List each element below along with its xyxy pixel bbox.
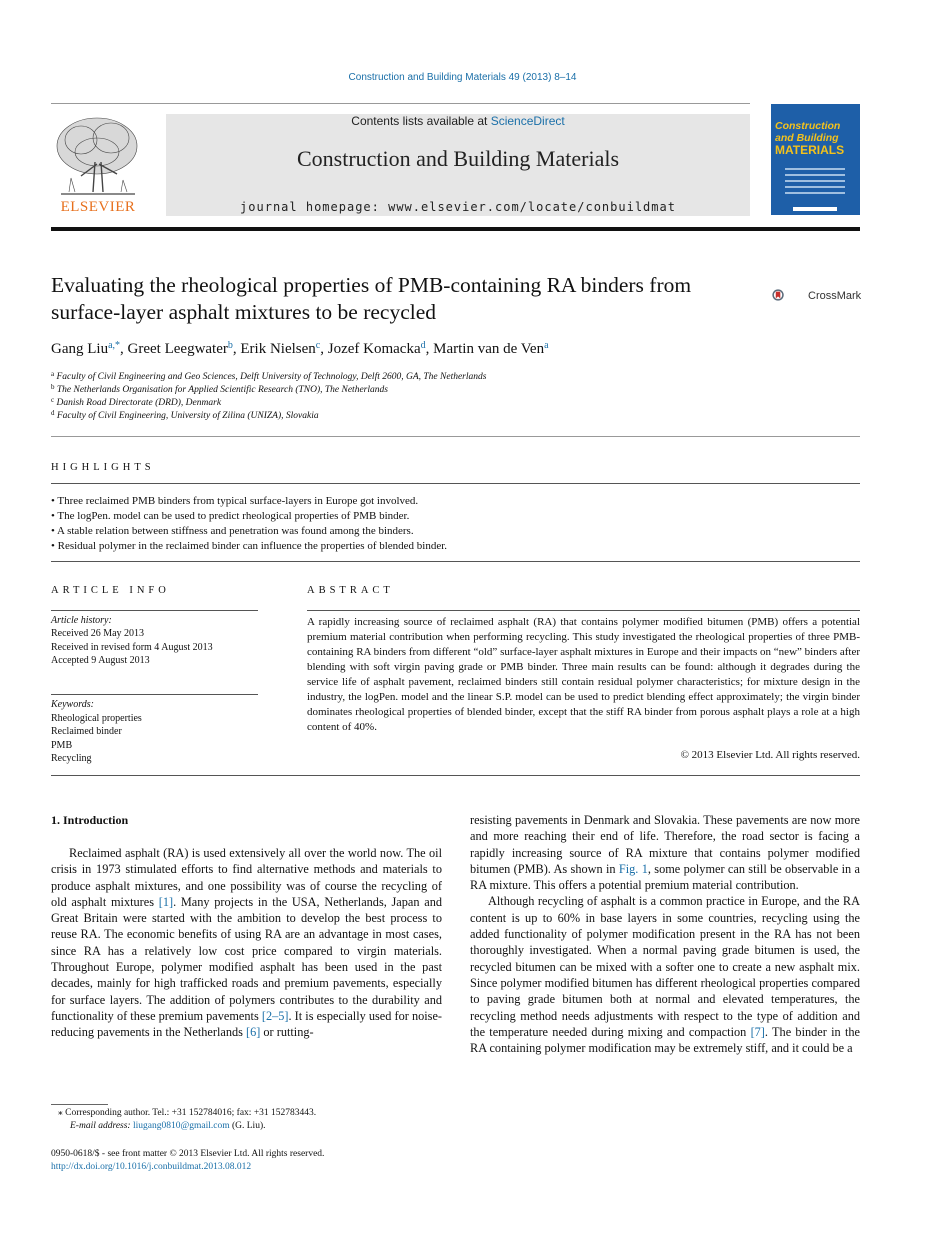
body-paragraph [470,812,860,893]
highlight-item: • A stable relation between stiffness and penetration was found among the binders. [51,525,414,537]
cover-decoration [785,168,845,198]
keyword: Recycling [51,753,92,764]
abstract-rule [307,610,860,611]
affiliation-text: Faculty of Civil Engineering and Geo Sciences, Delft University of Technology, Delft 2600, GA, The Netherlands [56,372,487,382]
affiliation [51,396,860,408]
body-text: Reclaimed asphalt (RA) is used extensively all over the world now. The oil crisis in 1973 stimulated efforts to find alternative methods and materials to produce asphalt mixtures, and one possibility was of course the recycling of old asphalt mixtures [51,846,442,909]
citation-link[interactable]: [2–5] [261,1008,289,1023]
author-sup[interactable]: d [420,340,426,351]
author-sup[interactable]: a [544,340,549,351]
issn-note: 0950-0618/$ - see front matter © 2013 Elsevier Ltd. All rights reserved. [51,1149,325,1159]
affiliation [51,409,860,421]
affiliation [51,370,860,382]
author-separator: , [232,341,241,357]
body-text: resisting pavements in Denmark and Slovakia. These pavements are now more and more reaching their end of life. Therefore, the road sector is facing a rapidly increasing source of RA mixture that contains polymer modified bitumen (PMB). As shown in [470,813,860,876]
affiliation-sup: a [51,370,55,378]
email-note [70,1121,470,1131]
body-text: . It is especially used for noise-reducing pavements in the Netherlands [51,1008,443,1040]
highlight-item: • Residual polymer in the reclaimed binder can influence the properties of blended binder. [51,540,448,552]
keywords-rule [51,694,258,695]
author-sup[interactable]: c [315,340,321,351]
cover-title [775,120,857,156]
journal-cover-thumbnail[interactable] [771,104,860,215]
citation-link[interactable]: [1] [158,894,174,909]
accepted-date: Accepted 9 August 2013 [51,655,150,666]
body-text: . The binder in the RA containing polymer modification may be extremely stiff, and it could be a [470,1024,860,1056]
elsevier-wordmark[interactable]: ELSEVIER [60,199,136,215]
contents-line [166,114,750,128]
email-suffix: (G. Liu). [229,1121,266,1131]
figure-link[interactable]: Fig. 1 [618,861,648,876]
email-link[interactable]: liugang0810@gmail.com [132,1121,230,1131]
body-text: , some polymer can still be observable in a RA mixture. This offers a potential premium material contribution. [470,861,861,893]
journal-homepage[interactable]: journal homepage: www.elsevier.com/locate/conbuildmat [240,200,676,214]
revised-date: Received in revised form 4 August 2013 [51,642,213,653]
header-thick-rule [51,227,860,231]
highlight-text: A stable relation between stiffness and penetration was found among the binders. [57,525,414,537]
body-left-column [51,845,442,1041]
abstract-text: A rapidly increasing source of reclaimed asphalt (RA) that contains polymer modified bitumen (PMB) offers a potential premium material contribution when performing recycling. This study investigated the rheological properties of three PMB-containing RA binders from different “old” surface-layer asphalt mixtures in Europe and their impacts on “new” binders after blending with soft virgin paving grade or PMB binder. Three main results can be found: although it degrades during the service life of asphalt pavement, reclaimed binders still contain residual polymer characteristics; for mixture design in the industry, the logPen. model and the linear S.P. model can be used to predict blending effect approximately; the virgin binder dominates rheological properties of blended binder, except that the stiff RA binder from porous asphalt plays a role at a high content of 40%. [307,616,860,733]
highlight-item: • Three reclaimed PMB binders from typical surface-layers in Europe got involved. [51,495,419,507]
cover-bar [793,207,837,211]
author-sup[interactable]: b [227,340,233,351]
abstract-copyright: © 2013 Elsevier Ltd. All rights reserved. [680,749,860,761]
keyword: Rheological properties [51,713,142,724]
cover-line-2: and Building [775,132,839,144]
author-separator: , [120,341,128,357]
highlights-rule-top [51,483,860,484]
author-separator: , [320,341,328,357]
body-text: Although recycling of asphalt is a common practice in Europe, and the RA content is up to 60% in base layers in some countries, recycling using the added functionality of polymer modification present in the RA has not been thoroughly investigated. When a normal paving grade bitumen is used, the recycled bitumen can be mixed with a softer one to create a new asphalt mix. Since polymer modified bitumen has different rheological properties compared to paving grade bitumen both at normal and elevated temperatures, the recycling method needs adjustments with respect to the type of addition and the temperature needed during mixing and compaction [470,894,860,1039]
contents-prefix: Contents lists available at [351,114,491,128]
keywords-label: Keywords: [51,699,94,710]
citation-link[interactable]: [7] [750,1024,765,1039]
author-name[interactable]: Gang Liu [51,341,109,357]
highlight-text: The logPen. model can be used to predict rheological properties of PMB binder. [57,510,410,522]
affiliation-sup: c [51,396,55,404]
highlights-heading: HIGHLIGHTS [51,462,155,473]
article-info-heading: ARTICLE INFO [51,585,170,596]
body-right-column [470,812,860,1056]
keyword: Reclaimed binder [51,726,122,737]
affiliation-text: Danish Road Directorate (DRD), Denmark [56,398,222,408]
author-name[interactable]: Greet Leegwater [127,341,228,357]
doi-link[interactable]: http://dx.doi.org/10.1016/j.conbuildmat.2013.08.012 [51,1162,252,1172]
body-paragraph [51,845,442,1041]
body-text: . Many projects in the USA, Netherlands, Japan and Great Britain were started with the ambition to develop the best process to reuse RA. The economic benefits of using RA are an advantage in most cases, since RA has a relatively low cost price compared to virgin materials. Throughout Europe, polymer modified asphalt has been used in the past decades, mainly for high trafficked roads and premium pavements, especially for surface layers. The addition of polymers contributes to the durability and functionality of these premium pavements [51,894,442,1023]
article-title: Evaluating the rheological properties of PMB-containing RA binders from surface-layer asphalt mixtures to be recycled [51,273,692,324]
affiliation-rule [51,436,860,437]
author-name[interactable]: Erik Nielsen [240,341,316,357]
affiliation-text: The Netherlands Organisation for Applied Scientific Research (TNO), The Netherlands [56,385,388,395]
author-separator: , [425,341,434,357]
highlight-text: Residual polymer in the reclaimed binder can influence the properties of blended binder. [57,540,448,552]
cover-line-3: MATERIALS [775,143,845,157]
citation-link[interactable]: [6] [245,1025,261,1040]
crossmark-icon[interactable] [772,279,806,311]
highlight-text: Three reclaimed PMB binders from typical surface-layers in Europe got involved. [57,495,419,507]
email-label: E-mail address: [70,1121,133,1131]
author-name[interactable]: Martin van de Ven [433,341,545,357]
journal-title: Construction and Building Materials [296,146,620,171]
body-paragraph [470,893,860,1056]
corresponding-author-note: ⁎ Corresponding author. Tel.: +31 152784016; fax: +31 152783443. [58,1108,317,1118]
body-text: or rutting- [260,1025,314,1040]
abstract-heading: ABSTRACT [307,585,394,596]
affiliation [51,383,860,395]
highlight-item: • The logPen. model can be used to predict rheological properties of PMB binder. [51,510,410,522]
received-date: Received 26 May 2013 [51,628,145,639]
crossmark-label[interactable]: CrossMark [808,290,862,302]
sciencedirect-link[interactable]: ScienceDirect [490,114,565,128]
affiliation-sup: b [51,383,55,391]
author-name[interactable]: Jozef Komacka [327,341,421,357]
abstract-rule-bottom [51,775,860,776]
journal-reference[interactable]: Construction and Building Materials 49 (2013) 8–14 [348,72,577,83]
header-top-rule [51,103,750,104]
history-label: Article history: [51,615,112,626]
article-info-rule [51,610,258,611]
section-heading: 1. Introduction [51,813,129,827]
author-list [51,340,860,358]
affiliation-text: Faculty of Civil Engineering, University of Zilina (UNIZA), Slovakia [56,411,319,421]
affiliation-sup: d [51,409,55,417]
keyword: PMB [51,740,73,751]
footnote-rule [51,1104,108,1105]
author-sup[interactable]: a,* [108,340,121,351]
highlights-rule-bottom [51,561,860,562]
cover-line-1: Construction [775,120,841,132]
